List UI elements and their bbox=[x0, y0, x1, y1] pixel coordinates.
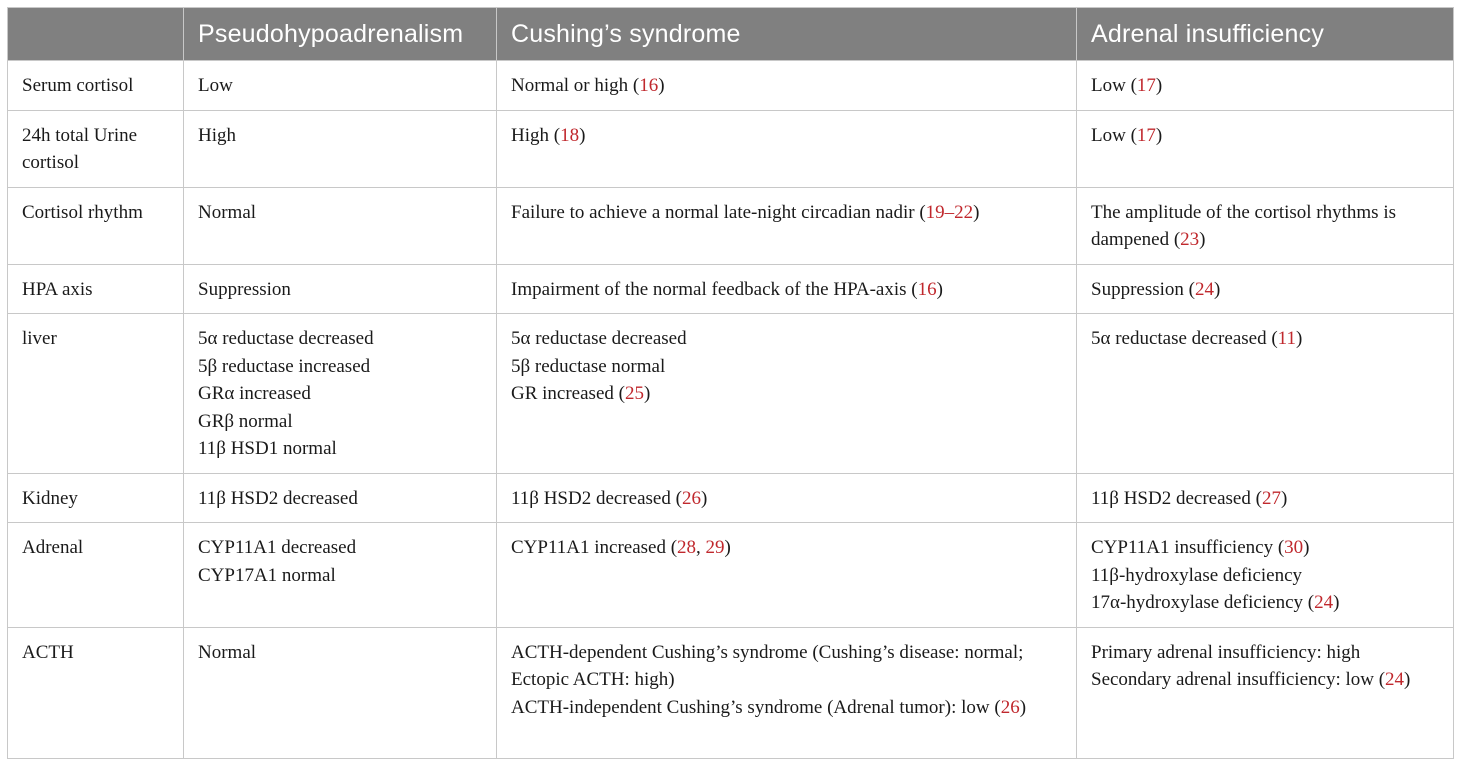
cell-line bbox=[1091, 666, 1439, 694]
cell-cushings-syndrome bbox=[497, 61, 1077, 111]
cell-text: ) bbox=[724, 537, 731, 558]
reference-link[interactable]: 23 bbox=[1180, 229, 1200, 250]
cell-text: ) bbox=[1303, 537, 1310, 558]
row-label: Cortisol rhythm bbox=[8, 187, 184, 264]
cell-line bbox=[511, 122, 1062, 150]
cell-text: GR increased ( bbox=[511, 383, 625, 404]
cell-line bbox=[511, 72, 1062, 100]
comparison-table bbox=[7, 7, 1454, 759]
cell-text: Low ( bbox=[1091, 75, 1137, 96]
cell-line: 5β reductase normal bbox=[511, 355, 666, 377]
cell-line bbox=[1091, 122, 1439, 150]
cell-line: 5β reductase increased bbox=[198, 355, 371, 377]
cell-cushings-syndrome bbox=[497, 187, 1077, 264]
cell-adrenal-insufficiency bbox=[1077, 523, 1454, 628]
row-label: Serum cortisol bbox=[8, 61, 184, 111]
cell-text: ACTH-independent Cushing’s syndrome (Adrenal tumor): low ( bbox=[511, 696, 1001, 718]
reference-link[interactable]: 27 bbox=[1261, 487, 1281, 509]
cell-text: ) bbox=[700, 487, 708, 509]
cell-pseudohypoadrenalism bbox=[184, 110, 497, 187]
reference-link[interactable]: 30 bbox=[1284, 537, 1304, 558]
cell-line: Normal bbox=[198, 201, 257, 223]
reference-link[interactable]: 17 bbox=[1136, 75, 1156, 96]
table-row bbox=[8, 110, 1454, 187]
cell-text: ) bbox=[1295, 328, 1303, 349]
reference-link[interactable]: 24 bbox=[1314, 592, 1334, 613]
table-body bbox=[8, 61, 1454, 759]
cell-text: 17α-hydroxylase deficiency ( bbox=[1091, 592, 1315, 613]
cell-line bbox=[511, 199, 1062, 227]
cell-text: 5α reductase decreased ( bbox=[1091, 328, 1278, 349]
cell-cushings-syndrome bbox=[497, 473, 1077, 523]
cell-text: ) bbox=[1019, 696, 1027, 718]
table-row bbox=[8, 61, 1454, 111]
reference-link[interactable]: 24 bbox=[1385, 669, 1405, 690]
cell-pseudohypoadrenalism bbox=[184, 523, 497, 628]
row-label: liver bbox=[8, 314, 184, 474]
cell-line bbox=[1091, 72, 1439, 100]
table-row bbox=[8, 523, 1454, 628]
cell-text: ) bbox=[1213, 278, 1221, 300]
cell-line: CYP11A1 decreased bbox=[198, 537, 357, 558]
cell-line bbox=[1091, 276, 1439, 304]
reference-link[interactable]: 16 bbox=[917, 278, 937, 300]
cell-pseudohypoadrenalism bbox=[184, 187, 497, 264]
cell-line bbox=[1091, 485, 1439, 513]
cell-text: ) bbox=[1199, 229, 1206, 250]
cell-adrenal-insufficiency bbox=[1077, 187, 1454, 264]
cell-text: ) bbox=[1155, 124, 1163, 146]
reference-link[interactable]: 29 bbox=[705, 537, 725, 558]
cell-line bbox=[511, 276, 1062, 304]
reference-link[interactable]: 26 bbox=[681, 487, 701, 509]
cell-cushings-syndrome bbox=[497, 627, 1077, 758]
comparison-table-container bbox=[7, 7, 1453, 759]
cell-adrenal-insufficiency bbox=[1077, 61, 1454, 111]
cell-line: CYP17A1 normal bbox=[198, 564, 336, 586]
cell-line bbox=[1091, 534, 1439, 562]
header-cell-adrenal-insufficiency: Adrenal insufficiency bbox=[1077, 8, 1454, 61]
header-cell-pseudohypoadrenalism: Pseudohypoadrenalism bbox=[184, 8, 497, 61]
cell-line: GRα increased bbox=[198, 383, 311, 404]
header-cell-cushings-syndrome: Cushing’s syndrome bbox=[497, 8, 1077, 61]
row-label: ACTH bbox=[8, 627, 184, 758]
cell-text: Failure to achieve a normal late-night circadian nadir ( bbox=[511, 201, 926, 223]
cell-text: ) bbox=[658, 75, 665, 96]
table-row bbox=[8, 187, 1454, 264]
cell-cushings-syndrome bbox=[497, 314, 1077, 474]
table-header bbox=[8, 8, 1454, 61]
reference-link[interactable]: 26 bbox=[1000, 696, 1020, 718]
cell-line: Normal bbox=[198, 641, 257, 663]
cell-line: Suppression bbox=[198, 278, 291, 300]
header-cell-blank bbox=[8, 8, 184, 61]
reference-link[interactable]: 28 bbox=[677, 537, 697, 558]
cell-line bbox=[511, 485, 1062, 513]
cell-text: Suppression ( bbox=[1091, 278, 1195, 300]
cell-pseudohypoadrenalism bbox=[184, 627, 497, 758]
cell-line: Primary adrenal insufficiency: high bbox=[1091, 641, 1361, 663]
cell-text: , bbox=[696, 537, 706, 558]
cell-text: 11β HSD2 decreased ( bbox=[511, 487, 682, 509]
row-label: Kidney bbox=[8, 473, 184, 523]
cell-cushings-syndrome bbox=[497, 110, 1077, 187]
cell-text: ) bbox=[643, 383, 651, 404]
cell-text: Low ( bbox=[1091, 124, 1137, 146]
reference-link[interactable]: 19–22 bbox=[925, 201, 974, 223]
reference-link[interactable]: 16 bbox=[639, 75, 659, 96]
cell-text: 11β HSD2 decreased ( bbox=[1091, 487, 1262, 509]
cell-line: GRβ normal bbox=[198, 410, 293, 432]
header-row bbox=[8, 8, 1454, 61]
table-row bbox=[8, 627, 1454, 758]
reference-link[interactable]: 17 bbox=[1136, 124, 1156, 146]
table-row bbox=[8, 264, 1454, 314]
row-label: 24h total Urine cortisol bbox=[8, 110, 184, 187]
cell-text: ) bbox=[973, 201, 980, 223]
cell-line bbox=[1091, 589, 1439, 617]
table-row bbox=[8, 314, 1454, 474]
cell-cushings-syndrome bbox=[497, 523, 1077, 628]
cell-adrenal-insufficiency bbox=[1077, 473, 1454, 523]
reference-link[interactable]: 25 bbox=[624, 383, 644, 404]
cell-pseudohypoadrenalism bbox=[184, 314, 497, 474]
cell-line bbox=[511, 380, 1062, 408]
cell-adrenal-insufficiency bbox=[1077, 314, 1454, 474]
cell-line bbox=[1091, 325, 1439, 353]
cell-text: Impairment of the normal feedback of the HPA-axis ( bbox=[511, 278, 918, 300]
reference-link[interactable]: 11 bbox=[1277, 328, 1296, 349]
cell-text: ) bbox=[1333, 592, 1340, 613]
cell-pseudohypoadrenalism bbox=[184, 61, 497, 111]
cell-line: 11β HSD2 decreased bbox=[198, 487, 358, 509]
cell-pseudohypoadrenalism bbox=[184, 473, 497, 523]
cell-line: Low bbox=[198, 75, 233, 96]
cell-text: ) bbox=[579, 124, 586, 146]
cell-line: ACTH-dependent Cushing’s syndrome (Cushing’s disease: normal; Ectopic ACTH: high) bbox=[511, 641, 1024, 690]
cell-text: High ( bbox=[511, 124, 561, 146]
cell-adrenal-insufficiency bbox=[1077, 110, 1454, 187]
cell-cushings-syndrome bbox=[497, 264, 1077, 314]
cell-pseudohypoadrenalism bbox=[184, 264, 497, 314]
cell-line: 11β HSD1 normal bbox=[198, 438, 337, 459]
cell-line: 5α reductase decreased bbox=[198, 328, 374, 349]
cell-line: 5α reductase decreased bbox=[511, 328, 687, 349]
row-label: HPA axis bbox=[8, 264, 184, 314]
cell-line: 11β-hydroxylase deficiency bbox=[1091, 564, 1303, 586]
table-row bbox=[8, 473, 1454, 523]
row-label: Adrenal bbox=[8, 523, 184, 628]
cell-text: ) bbox=[1280, 487, 1288, 509]
cell-text: ) bbox=[936, 278, 943, 300]
cell-text: The amplitude of the cortisol rhythms is dampened ( bbox=[1091, 201, 1397, 250]
cell-line bbox=[1091, 199, 1439, 254]
cell-text: Secondary adrenal insufficiency: low ( bbox=[1091, 669, 1386, 690]
cell-text: Normal or high ( bbox=[511, 75, 640, 96]
cell-line bbox=[511, 534, 1062, 562]
reference-link[interactable]: 24 bbox=[1194, 278, 1214, 300]
cell-text: ) bbox=[1155, 75, 1163, 96]
reference-link[interactable]: 18 bbox=[560, 124, 580, 146]
cell-line: High bbox=[198, 124, 236, 146]
cell-text: ) bbox=[1404, 669, 1411, 690]
cell-adrenal-insufficiency bbox=[1077, 627, 1454, 758]
cell-text: CYP11A1 increased ( bbox=[511, 537, 678, 558]
cell-line bbox=[511, 694, 1062, 722]
cell-text: CYP11A1 insufficiency ( bbox=[1091, 537, 1285, 558]
cell-adrenal-insufficiency bbox=[1077, 264, 1454, 314]
